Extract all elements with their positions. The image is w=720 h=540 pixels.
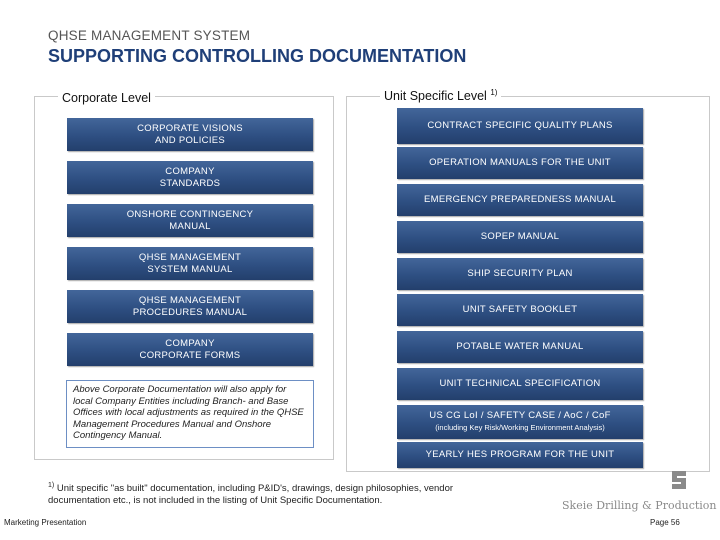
unit-item-technical-spec[interactable]: UNIT TECHNICAL SPECIFICATION [397,368,643,400]
unit-item-label: US CG LoI / SAFETY CASE / AoC / CoF [429,410,611,421]
header-subtitle: QHSE MANAGEMENT SYSTEM [48,28,251,43]
corporate-item-qhse-system[interactable] [67,247,313,280]
corporate-item-label: QHSE MANAGEMENT [138,251,242,263]
unit-item-emergency-manual[interactable]: EMERGENCY PREPAREDNESS MANUAL [397,184,643,216]
footer-left-label: Marketing Presentation [4,518,87,527]
unit-item-sopep-manual[interactable]: SOPEP MANUAL [397,221,643,253]
footnote-marker: 1) [48,482,55,489]
company-logo-icon [670,469,688,491]
corporate-item-label: STANDARDS [159,177,221,189]
corporate-item-label: SYSTEM MANUAL [147,263,233,275]
footnote-text: Unit specific "as built" documentation, including P&ID's, drawings, design philosophies, vendor documentation etc., is not included in the listing of Unit Specific Documentation. [48,483,454,507]
unit-heading-text: Unit Specific Level [384,89,487,104]
corporate-item-label: MANUAL [169,220,211,232]
unit-item-potable-water[interactable]: POTABLE WATER MANUAL [397,331,643,363]
unit-item-safety-booklet[interactable]: UNIT SAFETY BOOKLET [397,294,643,326]
page-number: Page 56 [650,518,680,527]
unit-item-quality-plans[interactable]: CONTRACT SPECIFIC QUALITY PLANS [397,108,643,144]
corporate-item-standards[interactable] [67,161,313,194]
unit-heading-footnote-marker: 1) [490,88,498,97]
unit-item-yearly-hes[interactable]: YEARLY HES PROGRAM FOR THE UNIT [397,442,643,468]
unit-item-sublabel: (including Key Risk/Working Environment Analysis) [435,423,605,432]
corporate-item-forms[interactable] [67,333,313,366]
corporate-item-label: COMPANY [165,165,215,177]
corporate-item-label: QHSE MANAGEMENT [138,294,242,306]
corporate-item-label: CORPORATE FORMS [139,349,241,361]
unit-heading [380,88,501,103]
unit-item-uscg-safety-case[interactable] [397,405,643,439]
corporate-item-visions[interactable] [67,118,313,151]
unit-item-operation-manuals[interactable]: OPERATION MANUALS FOR THE UNIT [397,147,643,179]
corporate-item-label: AND POLICIES [154,134,226,146]
page-title: SUPPORTING CONTROLLING DOCUMENTATION [48,46,467,66]
corporate-item-qhse-procedures[interactable] [67,290,313,323]
corporate-item-label: ONSHORE CONTINGENCY [126,208,254,220]
company-logo-text: Skeie Drilling & Production [562,499,717,512]
unit-item-ship-security-plan[interactable]: SHIP SECURITY PLAN [397,258,643,290]
corporate-heading: Corporate Level [58,91,155,105]
corporate-item-onshore[interactable] [67,204,313,237]
corporate-note: Above Corporate Documentation will also apply for local Company Entities including Branch- and Base Offices with local adjustments as required in the QHSE Management Procedures Manual and Onshore Contingency Manual. [66,380,314,448]
footnote [48,480,468,507]
corporate-item-label: PROCEDURES MANUAL [132,306,248,318]
corporate-item-label: CORPORATE VISIONS [137,122,243,134]
corporate-item-label: COMPANY [165,337,215,349]
